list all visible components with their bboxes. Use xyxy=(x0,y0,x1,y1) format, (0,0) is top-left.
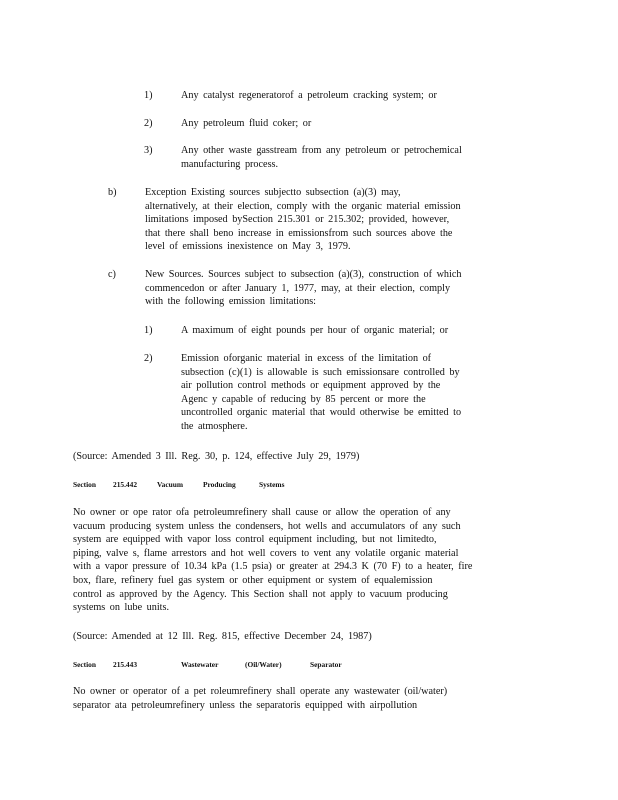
item-c1-text: A maximum of eight pounds per hour of organic material; or xyxy=(181,325,449,336)
section-443-body: No owner or operator of a pet roleumrefinery shall operate any wastewater (oil/water) separator ata petroleumrefinery unless the separatoris equipped with airpollution xyxy=(73,686,448,711)
item-c2-number: 2) xyxy=(144,353,153,364)
paragraph-c-text: New Sources. Sources subject to subsection (a)(3), construction of which commencedon or after January 1, 1977, may, at their election, comply with the following emission limitations: xyxy=(145,269,462,308)
section-443-number: 215.443 xyxy=(113,660,138,669)
item-c2-text: Emission oforganic material in excess of the limitation of subsection (c)(1) is allowable is such emissionsare controlled by air pollution control methods or equipment approved by the Agenc y capable of reducing by 85 percent or more the uncontrolled organic material that would otherwise be emitted to the atmosphere. xyxy=(181,353,462,432)
source-note-2: (Source: Amended at 12 Ill. Reg. 815, effective December 24, 1987) xyxy=(73,631,372,642)
item-a1-text: Any catalyst regeneratorof a petroleum cracking system; or xyxy=(181,90,437,101)
paragraph-c-label: c) xyxy=(108,269,116,280)
section-442-label: Section xyxy=(73,480,96,489)
source-note-1: (Source: Amended 3 Ill. Reg. 30, p. 124, effective July 29, 1979) xyxy=(73,451,360,462)
item-a3-text: Any other waste gasstream from any petroleum or petrochemical manufacturing process. xyxy=(181,145,462,170)
section-442-title-word: Producing xyxy=(203,480,236,489)
section-443-title-word: (Oil/Water) xyxy=(245,660,282,669)
item-a2-number: 2) xyxy=(144,118,153,129)
section-443-title-word: Separator xyxy=(310,660,342,669)
section-443-heading xyxy=(73,660,373,670)
section-443-title-word: Wastewater xyxy=(181,660,219,669)
item-a1-number: 1) xyxy=(144,90,153,101)
section-442-title-word: Vacuum xyxy=(157,480,184,489)
section-442-body: No owner or ope rator ofa petroleumrefinery shall cause or allow the operation of any vacuum producing system unless the condensers, hot wells and accumulators of any such system are equipped with vapor loss control equipment including, but not limitedto, piping, valve s, flame arrestors and hot well covers to vent any volatile organic material with a vapor pressure of 10.34 kPa (1.5 psia) or greater at 294.3 K (70 F) to a heater, fire box, flare, refinery fuel gas system or other equipment or system of equalemission control as approved by the Agency. This Section shall not apply to vacuum producing systems on lube units. xyxy=(73,507,473,614)
section-442-title-word: Systems xyxy=(259,480,285,489)
section-442-number: 215.442 xyxy=(113,480,138,489)
section-443-label: Section xyxy=(73,660,96,669)
item-a3-number: 3) xyxy=(144,145,153,156)
section-442-heading xyxy=(73,480,373,490)
paragraph-b-text: Exception Existing sources subjectto subsection (a)(3) may, alternatively, at their election, comply with the organic material emission limitations imposed bySection 215.301 or 215.302; provided, however, that there shall beno increase in emissionsfrom such sources above the level of emissions inexistence on May 3, 1979. xyxy=(145,187,461,253)
item-a2-text: Any petroleum fluid coker; or xyxy=(181,118,312,129)
item-c1-number: 1) xyxy=(144,325,153,336)
paragraph-b-label: b) xyxy=(108,187,117,198)
